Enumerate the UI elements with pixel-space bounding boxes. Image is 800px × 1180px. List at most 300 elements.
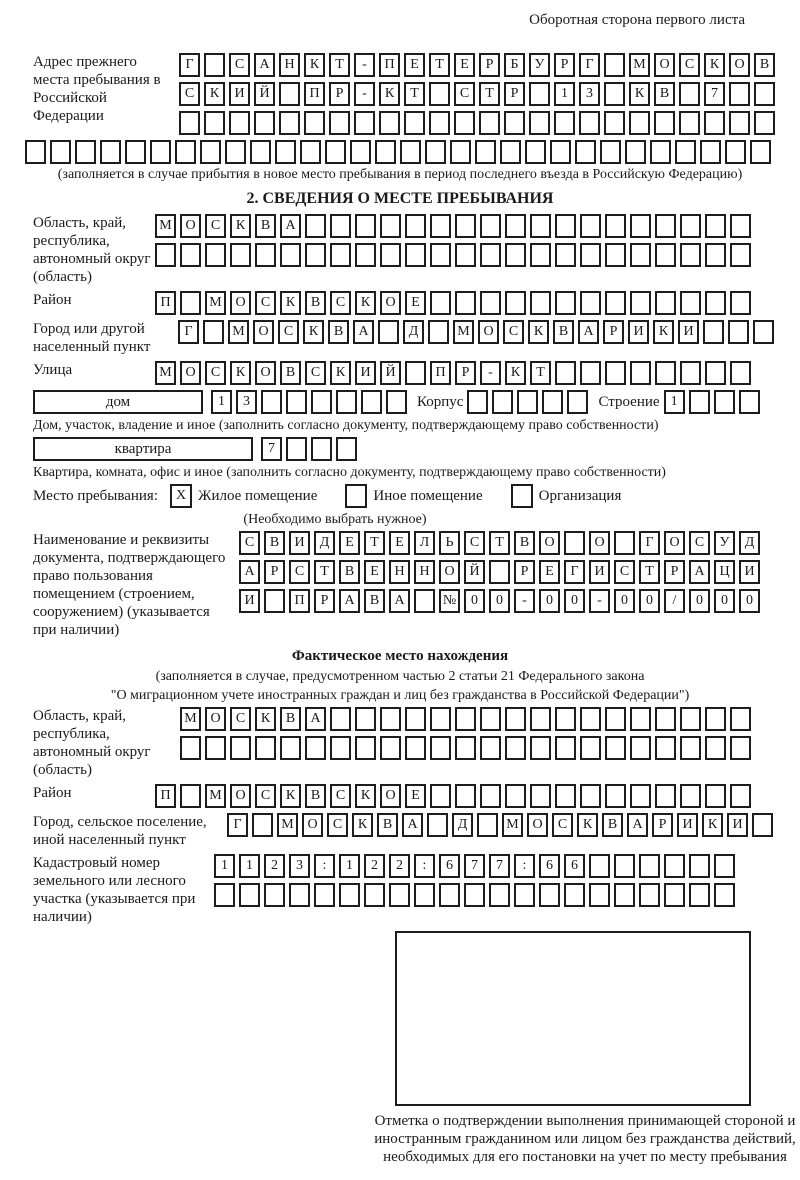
char-cell[interactable]: К	[303, 320, 324, 344]
char-cell[interactable]	[455, 291, 476, 315]
char-cell[interactable]	[664, 883, 685, 907]
char-cell[interactable]	[754, 82, 775, 106]
document-row-3[interactable]	[239, 589, 760, 613]
char-cell[interactable]	[605, 361, 626, 385]
char-cell[interactable]	[664, 854, 685, 878]
char-cell[interactable]	[705, 736, 726, 760]
char-cell[interactable]	[489, 883, 510, 907]
char-cell[interactable]	[580, 736, 601, 760]
char-cell[interactable]: К	[629, 82, 650, 106]
char-cell[interactable]: 1	[211, 390, 232, 414]
char-cell[interactable]: С	[179, 82, 200, 106]
char-cell[interactable]	[605, 784, 626, 808]
char-cell[interactable]	[655, 736, 676, 760]
char-cell[interactable]	[505, 736, 526, 760]
char-cell[interactable]	[579, 111, 600, 135]
char-cell[interactable]	[705, 707, 726, 731]
char-cell[interactable]: Е	[454, 53, 475, 77]
char-cell[interactable]	[730, 361, 751, 385]
char-cell[interactable]: -	[514, 589, 535, 613]
char-cell[interactable]	[355, 707, 376, 731]
char-cell[interactable]: О	[255, 361, 276, 385]
char-cell[interactable]	[455, 736, 476, 760]
char-cell[interactable]	[389, 883, 410, 907]
char-cell[interactable]	[286, 437, 307, 461]
char-cell[interactable]	[580, 291, 601, 315]
char-cell[interactable]	[361, 390, 382, 414]
apartment-type-box[interactable]: квартира	[33, 437, 253, 461]
char-cell[interactable]	[455, 784, 476, 808]
char-cell[interactable]: С	[205, 214, 226, 238]
char-cell[interactable]	[564, 883, 585, 907]
char-cell[interactable]	[355, 214, 376, 238]
char-cell[interactable]	[500, 140, 521, 164]
char-cell[interactable]: О	[180, 214, 201, 238]
char-cell[interactable]: О	[589, 531, 610, 555]
char-cell[interactable]: В	[280, 361, 301, 385]
document-row-1[interactable]	[239, 531, 760, 555]
char-cell[interactable]: М	[205, 291, 226, 315]
char-cell[interactable]: М	[228, 320, 249, 344]
char-cell[interactable]	[255, 736, 276, 760]
char-cell[interactable]	[529, 82, 550, 106]
char-cell[interactable]	[264, 589, 285, 613]
char-cell[interactable]	[252, 813, 273, 837]
char-cell[interactable]: С	[255, 291, 276, 315]
char-cell[interactable]	[530, 707, 551, 731]
char-cell[interactable]: 1	[664, 390, 685, 414]
char-cell[interactable]: Р	[603, 320, 624, 344]
char-cell[interactable]	[200, 140, 221, 164]
char-cell[interactable]: О	[527, 813, 548, 837]
char-cell[interactable]: Й	[464, 560, 485, 584]
char-cell[interactable]: П	[155, 291, 176, 315]
char-cell[interactable]: С	[255, 784, 276, 808]
char-cell[interactable]: К	[255, 707, 276, 731]
char-cell[interactable]: У	[714, 531, 735, 555]
char-cell[interactable]	[555, 214, 576, 238]
char-cell[interactable]	[479, 111, 500, 135]
char-cell[interactable]	[311, 437, 332, 461]
char-cell[interactable]	[530, 291, 551, 315]
char-cell[interactable]: Р	[264, 560, 285, 584]
char-cell[interactable]: 2	[389, 854, 410, 878]
char-cell[interactable]	[728, 320, 749, 344]
korpus-row[interactable]	[467, 390, 588, 414]
char-cell[interactable]: О	[654, 53, 675, 77]
char-cell[interactable]: Г	[564, 560, 585, 584]
char-cell[interactable]	[525, 140, 546, 164]
char-cell[interactable]	[730, 784, 751, 808]
char-cell[interactable]	[455, 243, 476, 267]
char-cell[interactable]	[639, 854, 660, 878]
char-cell[interactable]	[705, 214, 726, 238]
char-cell[interactable]	[580, 243, 601, 267]
char-cell[interactable]	[330, 214, 351, 238]
char-cell[interactable]: И	[727, 813, 748, 837]
char-cell[interactable]: О	[439, 560, 460, 584]
char-cell[interactable]	[386, 390, 407, 414]
char-cell[interactable]	[454, 111, 475, 135]
char-cell[interactable]	[705, 784, 726, 808]
char-cell[interactable]: В	[602, 813, 623, 837]
char-cell[interactable]: С	[278, 320, 299, 344]
char-cell[interactable]	[125, 140, 146, 164]
char-cell[interactable]	[542, 390, 563, 414]
char-cell[interactable]	[480, 214, 501, 238]
char-cell[interactable]	[604, 53, 625, 77]
char-cell[interactable]	[427, 813, 448, 837]
char-cell[interactable]	[379, 111, 400, 135]
char-cell[interactable]: -	[354, 53, 375, 77]
char-cell[interactable]: Й	[254, 82, 275, 106]
char-cell[interactable]	[180, 291, 201, 315]
char-cell[interactable]: М	[277, 813, 298, 837]
char-cell[interactable]	[180, 784, 201, 808]
char-cell[interactable]	[514, 883, 535, 907]
char-cell[interactable]: Т	[489, 531, 510, 555]
char-cell[interactable]: 3	[579, 82, 600, 106]
char-cell[interactable]	[675, 140, 696, 164]
char-cell[interactable]	[414, 589, 435, 613]
char-cell[interactable]	[555, 243, 576, 267]
char-cell[interactable]	[680, 707, 701, 731]
char-cell[interactable]	[230, 243, 251, 267]
char-cell[interactable]: К	[230, 214, 251, 238]
char-cell[interactable]	[505, 707, 526, 731]
char-cell[interactable]: Е	[405, 291, 426, 315]
char-cell[interactable]: 1	[554, 82, 575, 106]
char-cell[interactable]: 0	[689, 589, 710, 613]
char-cell[interactable]: О	[380, 291, 401, 315]
char-cell[interactable]	[225, 140, 246, 164]
char-cell[interactable]	[400, 140, 421, 164]
char-cell[interactable]: К	[528, 320, 549, 344]
char-cell[interactable]: Г	[178, 320, 199, 344]
char-cell[interactable]: М	[205, 784, 226, 808]
char-cell[interactable]: И	[678, 320, 699, 344]
char-cell[interactable]	[380, 214, 401, 238]
char-cell[interactable]: Р	[314, 589, 335, 613]
char-cell[interactable]	[604, 111, 625, 135]
char-cell[interactable]	[180, 736, 201, 760]
char-cell[interactable]: К	[355, 784, 376, 808]
char-cell[interactable]	[739, 390, 760, 414]
char-cell[interactable]	[679, 82, 700, 106]
char-cell[interactable]: А	[402, 813, 423, 837]
char-cell[interactable]: 0	[564, 589, 585, 613]
char-cell[interactable]: О	[205, 707, 226, 731]
char-cell[interactable]	[555, 784, 576, 808]
char-cell[interactable]: В	[255, 214, 276, 238]
char-cell[interactable]	[480, 707, 501, 731]
char-cell[interactable]	[280, 736, 301, 760]
char-cell[interactable]	[505, 291, 526, 315]
char-cell[interactable]: Д	[403, 320, 424, 344]
checkbox-other-premises[interactable]	[345, 484, 367, 508]
char-cell[interactable]: И	[355, 361, 376, 385]
char-cell[interactable]: К	[379, 82, 400, 106]
char-cell[interactable]	[639, 883, 660, 907]
char-cell[interactable]: Р	[514, 560, 535, 584]
char-cell[interactable]: К	[304, 53, 325, 77]
char-cell[interactable]	[725, 140, 746, 164]
char-cell[interactable]	[405, 707, 426, 731]
checkbox-residential[interactable]: X	[170, 484, 192, 508]
char-cell[interactable]	[304, 111, 325, 135]
char-cell[interactable]	[355, 243, 376, 267]
cadastral-row-1[interactable]	[214, 854, 735, 878]
char-cell[interactable]	[529, 111, 550, 135]
char-cell[interactable]	[530, 784, 551, 808]
char-cell[interactable]: В	[305, 784, 326, 808]
char-cell[interactable]: Н	[389, 560, 410, 584]
char-cell[interactable]	[330, 243, 351, 267]
char-cell[interactable]	[730, 736, 751, 760]
char-cell[interactable]	[100, 140, 121, 164]
char-cell[interactable]	[475, 140, 496, 164]
char-cell[interactable]	[689, 390, 710, 414]
district-row[interactable]	[155, 291, 751, 315]
char-cell[interactable]	[630, 784, 651, 808]
char-cell[interactable]: К	[653, 320, 674, 344]
char-cell[interactable]	[429, 111, 450, 135]
prev-address-row-4[interactable]	[25, 140, 775, 164]
char-cell[interactable]	[564, 531, 585, 555]
char-cell[interactable]	[655, 291, 676, 315]
char-cell[interactable]: П	[289, 589, 310, 613]
char-cell[interactable]	[75, 140, 96, 164]
char-cell[interactable]	[350, 140, 371, 164]
char-cell[interactable]: В	[364, 589, 385, 613]
char-cell[interactable]	[589, 854, 610, 878]
char-cell[interactable]: П	[304, 82, 325, 106]
actual-city-row[interactable]	[227, 813, 773, 837]
char-cell[interactable]	[703, 320, 724, 344]
char-cell[interactable]: К	[355, 291, 376, 315]
document-row-2[interactable]	[239, 560, 760, 584]
char-cell[interactable]: В	[328, 320, 349, 344]
char-cell[interactable]	[575, 140, 596, 164]
char-cell[interactable]: Б	[504, 53, 525, 77]
char-cell[interactable]	[614, 854, 635, 878]
char-cell[interactable]: №	[439, 589, 460, 613]
char-cell[interactable]: А	[339, 589, 360, 613]
char-cell[interactable]	[254, 111, 275, 135]
char-cell[interactable]: -	[480, 361, 501, 385]
city-row[interactable]	[178, 320, 774, 344]
char-cell[interactable]	[280, 243, 301, 267]
char-cell[interactable]: Д	[452, 813, 473, 837]
char-cell[interactable]	[214, 883, 235, 907]
char-cell[interactable]: С	[503, 320, 524, 344]
char-cell[interactable]	[311, 390, 332, 414]
char-cell[interactable]	[625, 140, 646, 164]
stroenie-row[interactable]	[664, 390, 760, 414]
char-cell[interactable]: 0	[714, 589, 735, 613]
char-cell[interactable]: Р	[554, 53, 575, 77]
prev-address-row-2[interactable]	[179, 82, 775, 106]
char-cell[interactable]: О	[302, 813, 323, 837]
char-cell[interactable]	[730, 243, 751, 267]
char-cell[interactable]	[305, 736, 326, 760]
char-cell[interactable]	[555, 361, 576, 385]
char-cell[interactable]: 2	[364, 854, 385, 878]
actual-region-row-1[interactable]	[180, 707, 751, 731]
char-cell[interactable]	[705, 361, 726, 385]
char-cell[interactable]	[380, 243, 401, 267]
char-cell[interactable]: 3	[236, 390, 257, 414]
char-cell[interactable]: :	[314, 854, 335, 878]
char-cell[interactable]	[655, 361, 676, 385]
char-cell[interactable]: Т	[404, 82, 425, 106]
char-cell[interactable]	[455, 707, 476, 731]
char-cell[interactable]	[480, 243, 501, 267]
char-cell[interactable]	[555, 736, 576, 760]
char-cell[interactable]	[179, 111, 200, 135]
char-cell[interactable]: О	[729, 53, 750, 77]
char-cell[interactable]: Г	[639, 531, 660, 555]
char-cell[interactable]	[729, 82, 750, 106]
char-cell[interactable]: М	[180, 707, 201, 731]
char-cell[interactable]	[730, 214, 751, 238]
char-cell[interactable]: С	[454, 82, 475, 106]
char-cell[interactable]	[180, 243, 201, 267]
char-cell[interactable]	[700, 140, 721, 164]
char-cell[interactable]	[580, 784, 601, 808]
char-cell[interactable]	[589, 883, 610, 907]
char-cell[interactable]	[680, 243, 701, 267]
char-cell[interactable]: 6	[439, 854, 460, 878]
char-cell[interactable]	[655, 214, 676, 238]
char-cell[interactable]	[504, 111, 525, 135]
char-cell[interactable]	[480, 291, 501, 315]
char-cell[interactable]	[530, 243, 551, 267]
char-cell[interactable]: Т	[479, 82, 500, 106]
char-cell[interactable]	[604, 82, 625, 106]
char-cell[interactable]	[289, 883, 310, 907]
char-cell[interactable]	[605, 707, 626, 731]
char-cell[interactable]: Т	[329, 53, 350, 77]
house-number-row[interactable]	[211, 390, 407, 414]
char-cell[interactable]	[680, 736, 701, 760]
char-cell[interactable]: Т	[429, 53, 450, 77]
char-cell[interactable]	[680, 784, 701, 808]
char-cell[interactable]: 1	[214, 854, 235, 878]
char-cell[interactable]: Л	[414, 531, 435, 555]
street-row[interactable]	[155, 361, 751, 385]
house-type-box[interactable]: дом	[33, 390, 203, 414]
char-cell[interactable]: Е	[389, 531, 410, 555]
char-cell[interactable]	[279, 82, 300, 106]
char-cell[interactable]: Г	[179, 53, 200, 77]
char-cell[interactable]: Е	[405, 784, 426, 808]
char-cell[interactable]: К	[702, 813, 723, 837]
char-cell[interactable]	[600, 140, 621, 164]
char-cell[interactable]	[336, 390, 357, 414]
char-cell[interactable]	[567, 390, 588, 414]
char-cell[interactable]	[25, 140, 46, 164]
char-cell[interactable]: 0	[464, 589, 485, 613]
char-cell[interactable]: Ь	[439, 531, 460, 555]
char-cell[interactable]	[655, 243, 676, 267]
char-cell[interactable]	[655, 784, 676, 808]
char-cell[interactable]: В	[553, 320, 574, 344]
char-cell[interactable]: К	[280, 291, 301, 315]
char-cell[interactable]	[630, 291, 651, 315]
char-cell[interactable]: Р	[455, 361, 476, 385]
char-cell[interactable]: 2	[264, 854, 285, 878]
char-cell[interactable]: У	[529, 53, 550, 77]
char-cell[interactable]: Р	[329, 82, 350, 106]
char-cell[interactable]: Й	[380, 361, 401, 385]
char-cell[interactable]	[580, 214, 601, 238]
char-cell[interactable]	[554, 111, 575, 135]
char-cell[interactable]	[314, 883, 335, 907]
char-cell[interactable]: С	[330, 784, 351, 808]
char-cell[interactable]	[430, 243, 451, 267]
char-cell[interactable]: -	[589, 589, 610, 613]
char-cell[interactable]	[464, 883, 485, 907]
char-cell[interactable]: Н	[414, 560, 435, 584]
char-cell[interactable]	[286, 390, 307, 414]
char-cell[interactable]: О	[380, 784, 401, 808]
char-cell[interactable]: С	[614, 560, 635, 584]
char-cell[interactable]	[555, 291, 576, 315]
char-cell[interactable]	[430, 784, 451, 808]
char-cell[interactable]	[630, 243, 651, 267]
char-cell[interactable]	[580, 361, 601, 385]
char-cell[interactable]	[275, 140, 296, 164]
char-cell[interactable]	[430, 291, 451, 315]
char-cell[interactable]	[429, 82, 450, 106]
char-cell[interactable]	[467, 390, 488, 414]
char-cell[interactable]: Р	[504, 82, 525, 106]
char-cell[interactable]: /	[664, 589, 685, 613]
char-cell[interactable]: Д	[739, 531, 760, 555]
char-cell[interactable]: С	[327, 813, 348, 837]
char-cell[interactable]	[605, 214, 626, 238]
char-cell[interactable]: С	[552, 813, 573, 837]
char-cell[interactable]: Т	[530, 361, 551, 385]
char-cell[interactable]	[325, 140, 346, 164]
char-cell[interactable]	[450, 140, 471, 164]
char-cell[interactable]: 7	[489, 854, 510, 878]
char-cell[interactable]: 6	[564, 854, 585, 878]
char-cell[interactable]: Р	[664, 560, 685, 584]
apartment-number-row[interactable]	[261, 437, 357, 461]
char-cell[interactable]: П	[430, 361, 451, 385]
char-cell[interactable]: И	[229, 82, 250, 106]
char-cell[interactable]: К	[505, 361, 526, 385]
char-cell[interactable]	[330, 736, 351, 760]
char-cell[interactable]: К	[704, 53, 725, 77]
char-cell[interactable]: А	[280, 214, 301, 238]
char-cell[interactable]: И	[289, 531, 310, 555]
char-cell[interactable]	[754, 111, 775, 135]
char-cell[interactable]: 0	[539, 589, 560, 613]
char-cell[interactable]: М	[629, 53, 650, 77]
char-cell[interactable]: 7	[704, 82, 725, 106]
char-cell[interactable]: Е	[404, 53, 425, 77]
char-cell[interactable]	[375, 140, 396, 164]
char-cell[interactable]: Т	[314, 560, 335, 584]
char-cell[interactable]	[330, 707, 351, 731]
char-cell[interactable]	[305, 243, 326, 267]
char-cell[interactable]	[355, 736, 376, 760]
char-cell[interactable]: П	[379, 53, 400, 77]
char-cell[interactable]	[492, 390, 513, 414]
